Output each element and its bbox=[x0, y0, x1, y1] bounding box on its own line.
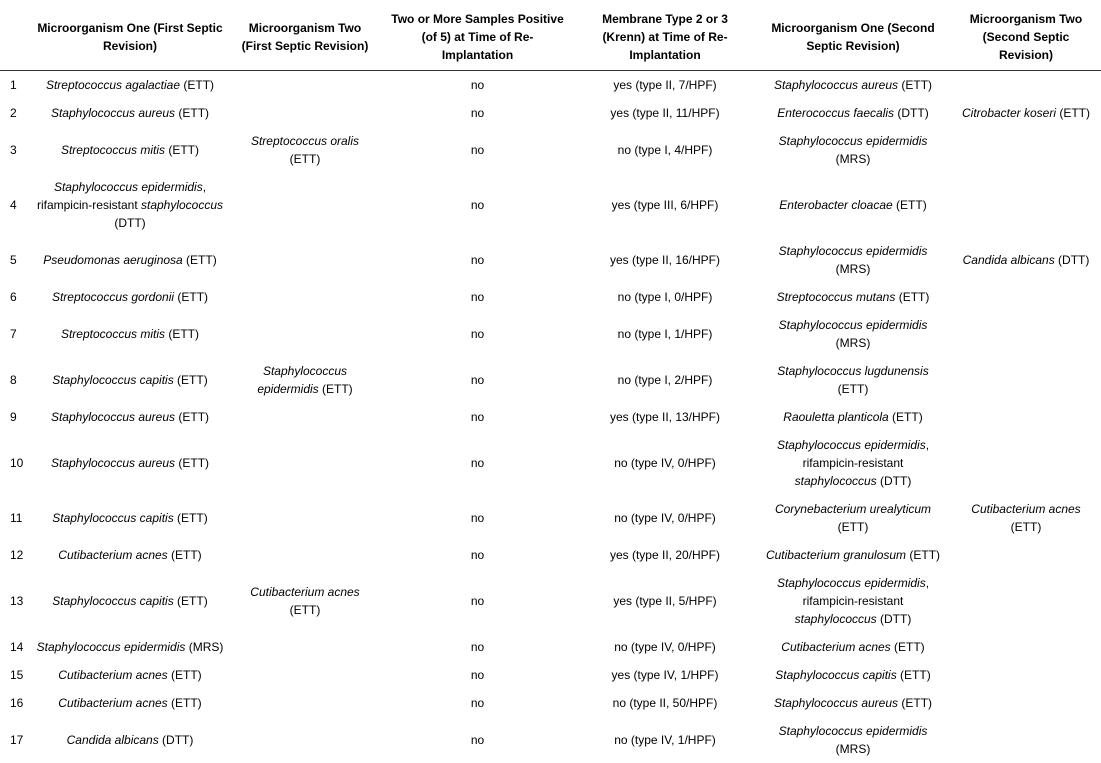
organism-note: (MRS) bbox=[836, 262, 871, 276]
cell-two-or-more-samples: no bbox=[380, 311, 575, 357]
organism-name: Cutibacterium acnes bbox=[250, 585, 359, 599]
organism-note: (ETT) bbox=[168, 696, 202, 710]
cell-two-or-more-samples: no bbox=[380, 357, 575, 403]
cell-two-or-more-samples: no bbox=[380, 633, 575, 661]
cell-membrane-type: no (type I, 4/HPF) bbox=[575, 127, 755, 173]
organism-name: Staphylococcus aureus bbox=[51, 410, 175, 424]
table-row bbox=[0, 541, 1101, 569]
organism-note: (ETT) bbox=[891, 640, 925, 654]
cell-case-number: 12 bbox=[0, 541, 30, 569]
cell-two-or-more-samples: no bbox=[380, 661, 575, 689]
organism-note: (DTT) bbox=[894, 106, 929, 120]
cell-microorganism-two-second bbox=[951, 71, 1101, 100]
table-row bbox=[0, 127, 1101, 173]
organism-name: Streptococcus mutans bbox=[777, 290, 896, 304]
cell-membrane-type: no (type IV, 0/HPF) bbox=[575, 431, 755, 495]
cell-membrane-type: yes (type II, 16/HPF) bbox=[575, 237, 755, 283]
cell-microorganism-one-first bbox=[30, 173, 230, 237]
cell-microorganism-one-second bbox=[755, 311, 951, 357]
cell-microorganism-one-second bbox=[755, 541, 951, 569]
organism-name: Cutibacterium acnes bbox=[58, 668, 167, 682]
organism-note: (MRS) bbox=[185, 640, 223, 654]
organism-note: (ETT) bbox=[174, 511, 208, 525]
cell-microorganism-two-first bbox=[230, 173, 380, 237]
organism-name: Raouletta planticola bbox=[783, 410, 888, 424]
organism-name: Staphylococcus capitis bbox=[52, 594, 173, 608]
organism-name: Citrobacter koseri bbox=[962, 106, 1056, 120]
cell-microorganism-one-second bbox=[755, 569, 951, 633]
cell-two-or-more-samples: no bbox=[380, 237, 575, 283]
organism-note: (ETT) bbox=[889, 410, 923, 424]
cell-microorganism-two-second bbox=[951, 541, 1101, 569]
cell-microorganism-one-first bbox=[30, 403, 230, 431]
table-row bbox=[0, 71, 1101, 100]
cell-membrane-type: no (type I, 1/HPF) bbox=[575, 311, 755, 357]
organism-note: (ETT) bbox=[898, 696, 932, 710]
organism-name: Corynebacterium urealyticum bbox=[775, 502, 931, 516]
cell-microorganism-two-second bbox=[951, 357, 1101, 403]
cell-microorganism-one-first bbox=[30, 661, 230, 689]
cell-case-number: 5 bbox=[0, 237, 30, 283]
cell-microorganism-two-second bbox=[951, 633, 1101, 661]
table-row bbox=[0, 569, 1101, 633]
cell-microorganism-two-first bbox=[230, 357, 380, 403]
organism-name: Enterococcus faecalis bbox=[777, 106, 894, 120]
organism-name: Staphylococcus epidermidis bbox=[54, 180, 203, 194]
organism-note: (ETT) bbox=[897, 668, 931, 682]
organism-note: (ETT) bbox=[1011, 520, 1042, 534]
cell-two-or-more-samples: no bbox=[380, 403, 575, 431]
cell-case-number: 15 bbox=[0, 661, 30, 689]
table-row bbox=[0, 431, 1101, 495]
cell-microorganism-two-first bbox=[230, 717, 380, 763]
header-membrane-type: Membrane Type 2 or 3 (Krenn) at Time of Re-Implantation bbox=[575, 0, 755, 71]
cell-case-number: 4 bbox=[0, 173, 30, 237]
cell-microorganism-two-second bbox=[951, 173, 1101, 237]
cell-microorganism-one-first bbox=[30, 541, 230, 569]
header-microorganism-one-second: Microorganism One (Second Septic Revision) bbox=[755, 0, 951, 71]
organism-note: (MRS) bbox=[836, 336, 871, 350]
organism-note: (ETT) bbox=[175, 410, 209, 424]
organism-name: Staphylococcus aureus bbox=[51, 456, 175, 470]
cell-microorganism-two-second bbox=[951, 283, 1101, 311]
organism-name: Staphylococcus epidermidis bbox=[779, 724, 928, 738]
organism-name: Streptococcus agalactiae bbox=[46, 78, 180, 92]
table-row bbox=[0, 99, 1101, 127]
organism-note: (ETT) bbox=[165, 327, 199, 341]
cell-microorganism-one-second bbox=[755, 717, 951, 763]
cell-microorganism-two-second bbox=[951, 569, 1101, 633]
organism-note: (ETT) bbox=[174, 594, 208, 608]
cell-microorganism-two-first bbox=[230, 661, 380, 689]
cell-microorganism-two-second bbox=[951, 127, 1101, 173]
cell-microorganism-one-second bbox=[755, 633, 951, 661]
cell-microorganism-two-first bbox=[230, 71, 380, 100]
organism-note: (ETT) bbox=[174, 290, 208, 304]
cell-microorganism-one-second bbox=[755, 403, 951, 431]
table-row bbox=[0, 237, 1101, 283]
cell-two-or-more-samples: no bbox=[380, 99, 575, 127]
cell-case-number: 14 bbox=[0, 633, 30, 661]
cell-membrane-type: no (type I, 0/HPF) bbox=[575, 283, 755, 311]
cell-two-or-more-samples: no bbox=[380, 71, 575, 100]
header-microorganism-one-first: Microorganism One (First Septic Revision) bbox=[30, 0, 230, 71]
cell-microorganism-one-first bbox=[30, 357, 230, 403]
organism-name: Pseudomonas aeruginosa bbox=[43, 253, 182, 267]
organism-name: Staphylococcus epidermidis bbox=[37, 640, 186, 654]
organism-name: Cutibacterium granulosum bbox=[766, 548, 906, 562]
cell-microorganism-one-second bbox=[755, 283, 951, 311]
cell-microorganism-two-first bbox=[230, 99, 380, 127]
cell-membrane-type: yes (type II, 11/HPF) bbox=[575, 99, 755, 127]
organism-name: Cutibacterium acnes bbox=[58, 696, 167, 710]
cell-membrane-type: no (type IV, 1/HPF) bbox=[575, 717, 755, 763]
table-row bbox=[0, 283, 1101, 311]
cell-microorganism-two-first bbox=[230, 495, 380, 541]
cell-microorganism-one-second bbox=[755, 71, 951, 100]
header-microorganism-two-first: Microorganism Two (First Septic Revision) bbox=[230, 0, 380, 71]
organism-name: Staphylococcus epidermidis bbox=[779, 244, 928, 258]
cell-two-or-more-samples: no bbox=[380, 541, 575, 569]
organism-note: , rifampicin-resistant bbox=[803, 576, 929, 608]
organism-note: (ETT) bbox=[180, 78, 214, 92]
organism-note: , rifampicin-resistant bbox=[37, 180, 206, 212]
organism-note: (MRS) bbox=[836, 742, 871, 756]
organism-note: (DTT) bbox=[877, 474, 912, 488]
table-row bbox=[0, 633, 1101, 661]
organism-note: (ETT) bbox=[1056, 106, 1090, 120]
organism-note: (DTT) bbox=[1055, 253, 1090, 267]
cell-microorganism-one-second bbox=[755, 127, 951, 173]
organism-note: (ETT) bbox=[183, 253, 217, 267]
organism-note: (ETT) bbox=[175, 456, 209, 470]
cell-microorganism-two-first bbox=[230, 689, 380, 717]
organism-name: Candida albicans bbox=[963, 253, 1055, 267]
cell-microorganism-one-first bbox=[30, 689, 230, 717]
cell-membrane-type: no (type IV, 0/HPF) bbox=[575, 633, 755, 661]
cell-microorganism-one-second bbox=[755, 237, 951, 283]
organism-note: (ETT) bbox=[290, 603, 321, 617]
organism-note: (ETT) bbox=[168, 548, 202, 562]
organism-name: staphylococcus bbox=[141, 198, 223, 212]
cell-microorganism-two-first bbox=[230, 541, 380, 569]
header-microorganism-two-second: Microorganism Two (Second Septic Revision) bbox=[951, 0, 1101, 71]
table-row bbox=[0, 661, 1101, 689]
cell-two-or-more-samples: no bbox=[380, 495, 575, 541]
organism-note: (DTT) bbox=[877, 612, 912, 626]
cell-microorganism-two-first bbox=[230, 569, 380, 633]
cell-microorganism-two-first bbox=[230, 127, 380, 173]
cell-microorganism-two-second bbox=[951, 717, 1101, 763]
cell-membrane-type: no (type I, 2/HPF) bbox=[575, 357, 755, 403]
cell-case-number: 10 bbox=[0, 431, 30, 495]
table-row bbox=[0, 357, 1101, 403]
cell-microorganism-two-second bbox=[951, 403, 1101, 431]
cell-case-number: 6 bbox=[0, 283, 30, 311]
cell-microorganism-one-first bbox=[30, 431, 230, 495]
table-row bbox=[0, 689, 1101, 717]
cell-microorganism-two-second bbox=[951, 495, 1101, 541]
organism-name: Staphylococcus lugdunensis bbox=[777, 364, 928, 378]
cell-case-number: 7 bbox=[0, 311, 30, 357]
cell-microorganism-one-second bbox=[755, 661, 951, 689]
organism-note: (MRS) bbox=[836, 152, 871, 166]
cell-microorganism-one-second bbox=[755, 99, 951, 127]
cell-microorganism-one-second bbox=[755, 495, 951, 541]
organism-name: Streptococcus gordonii bbox=[52, 290, 174, 304]
cell-case-number: 1 bbox=[0, 71, 30, 100]
cell-membrane-type: yes (type IV, 1/HPF) bbox=[575, 661, 755, 689]
organism-name: Streptococcus mitis bbox=[61, 143, 165, 157]
cell-case-number: 9 bbox=[0, 403, 30, 431]
organism-note: (ETT) bbox=[893, 198, 927, 212]
cell-microorganism-one-first bbox=[30, 311, 230, 357]
cell-microorganism-one-first bbox=[30, 569, 230, 633]
cell-case-number: 13 bbox=[0, 569, 30, 633]
organism-name: Staphylococcus aureus bbox=[774, 78, 898, 92]
organism-note: (DTT) bbox=[159, 733, 194, 747]
cell-membrane-type: yes (type II, 13/HPF) bbox=[575, 403, 755, 431]
organism-note: (ETT) bbox=[906, 548, 940, 562]
cell-microorganism-two-second bbox=[951, 99, 1101, 127]
table-row bbox=[0, 173, 1101, 237]
organism-note: (ETT) bbox=[838, 520, 869, 534]
cell-two-or-more-samples: no bbox=[380, 717, 575, 763]
cell-microorganism-one-second bbox=[755, 357, 951, 403]
cell-microorganism-one-second bbox=[755, 689, 951, 717]
organism-name: Staphylococcus epidermidis bbox=[777, 576, 926, 590]
cell-microorganism-one-first bbox=[30, 283, 230, 311]
organism-name: Cutibacterium acnes bbox=[58, 548, 167, 562]
organism-note: (ETT) bbox=[898, 78, 932, 92]
cell-microorganism-one-first bbox=[30, 237, 230, 283]
cell-microorganism-two-second bbox=[951, 311, 1101, 357]
organism-note: , rifampicin-resistant bbox=[803, 438, 929, 470]
organism-note: (ETT) bbox=[175, 106, 209, 120]
cell-microorganism-two-first bbox=[230, 431, 380, 495]
cell-microorganism-two-second bbox=[951, 689, 1101, 717]
cell-microorganism-one-first bbox=[30, 127, 230, 173]
organism-name: Cutibacterium acnes bbox=[971, 502, 1080, 516]
cell-two-or-more-samples: no bbox=[380, 173, 575, 237]
table-body bbox=[0, 71, 1101, 763]
table-row bbox=[0, 403, 1101, 431]
organism-name: Enterobacter cloacae bbox=[779, 198, 892, 212]
organism-name: Staphylococcus epidermidis bbox=[777, 438, 926, 452]
cell-microorganism-two-first bbox=[230, 403, 380, 431]
organism-name: Staphylococcus aureus bbox=[774, 696, 898, 710]
organism-note: (ETT) bbox=[290, 152, 321, 166]
organism-name: Staphylococcus capitis bbox=[775, 668, 896, 682]
organism-name: Candida albicans bbox=[67, 733, 159, 747]
cell-two-or-more-samples: no bbox=[380, 431, 575, 495]
cell-microorganism-two-first bbox=[230, 311, 380, 357]
cell-microorganism-one-first bbox=[30, 495, 230, 541]
table-row bbox=[0, 311, 1101, 357]
cell-case-number: 16 bbox=[0, 689, 30, 717]
organism-note: (ETT) bbox=[319, 382, 353, 396]
organism-name: Staphylococcus epidermidis bbox=[779, 318, 928, 332]
cell-microorganism-one-first bbox=[30, 633, 230, 661]
cell-membrane-type: yes (type III, 6/HPF) bbox=[575, 173, 755, 237]
cell-case-number: 3 bbox=[0, 127, 30, 173]
cell-microorganism-one-second bbox=[755, 431, 951, 495]
organism-note: (ETT) bbox=[168, 668, 202, 682]
cell-membrane-type: no (type IV, 0/HPF) bbox=[575, 495, 755, 541]
cell-microorganism-two-first bbox=[230, 283, 380, 311]
cell-two-or-more-samples: no bbox=[380, 689, 575, 717]
cell-two-or-more-samples: no bbox=[380, 127, 575, 173]
organism-note: (DTT) bbox=[114, 216, 145, 230]
organism-name: Streptococcus mitis bbox=[61, 327, 165, 341]
cell-microorganism-one-first bbox=[30, 99, 230, 127]
cell-case-number: 17 bbox=[0, 717, 30, 763]
cell-microorganism-two-second bbox=[951, 661, 1101, 689]
cell-membrane-type: yes (type II, 5/HPF) bbox=[575, 569, 755, 633]
organism-name: Streptococcus oralis bbox=[251, 134, 359, 148]
cell-microorganism-one-second bbox=[755, 173, 951, 237]
cell-membrane-type: no (type II, 50/HPF) bbox=[575, 689, 755, 717]
table-row bbox=[0, 717, 1101, 763]
cell-case-number: 8 bbox=[0, 357, 30, 403]
header-two-or-more-samples: Two or More Samples Positive (of 5) at Time of Re-Implantation bbox=[380, 0, 575, 71]
organism-name: staphylococcus bbox=[795, 612, 877, 626]
organism-name: staphylococcus bbox=[795, 474, 877, 488]
cell-case-number: 2 bbox=[0, 99, 30, 127]
cell-membrane-type: yes (type II, 7/HPF) bbox=[575, 71, 755, 100]
header-case-number bbox=[0, 0, 30, 71]
organism-note: (ETT) bbox=[174, 373, 208, 387]
cell-microorganism-two-second bbox=[951, 431, 1101, 495]
cell-microorganism-one-first bbox=[30, 71, 230, 100]
organism-name: Staphylococcus epidermidis bbox=[257, 364, 347, 396]
table-row bbox=[0, 495, 1101, 541]
cell-membrane-type: yes (type II, 20/HPF) bbox=[575, 541, 755, 569]
cell-two-or-more-samples: no bbox=[380, 283, 575, 311]
cell-microorganism-one-first bbox=[30, 717, 230, 763]
organism-name: Staphylococcus aureus bbox=[51, 106, 175, 120]
organism-name: Cutibacterium acnes bbox=[781, 640, 890, 654]
organism-note: (ETT) bbox=[838, 382, 869, 396]
organism-name: Staphylococcus epidermidis bbox=[779, 134, 928, 148]
cell-microorganism-two-first bbox=[230, 633, 380, 661]
cell-microorganism-two-first bbox=[230, 237, 380, 283]
cell-case-number: 11 bbox=[0, 495, 30, 541]
cell-two-or-more-samples: no bbox=[380, 569, 575, 633]
header-row bbox=[0, 0, 1101, 71]
organism-note: (ETT) bbox=[165, 143, 199, 157]
organism-name: Staphylococcus capitis bbox=[52, 373, 173, 387]
organism-note: (ETT) bbox=[895, 290, 929, 304]
cell-microorganism-two-second bbox=[951, 237, 1101, 283]
organism-name: Staphylococcus capitis bbox=[52, 511, 173, 525]
